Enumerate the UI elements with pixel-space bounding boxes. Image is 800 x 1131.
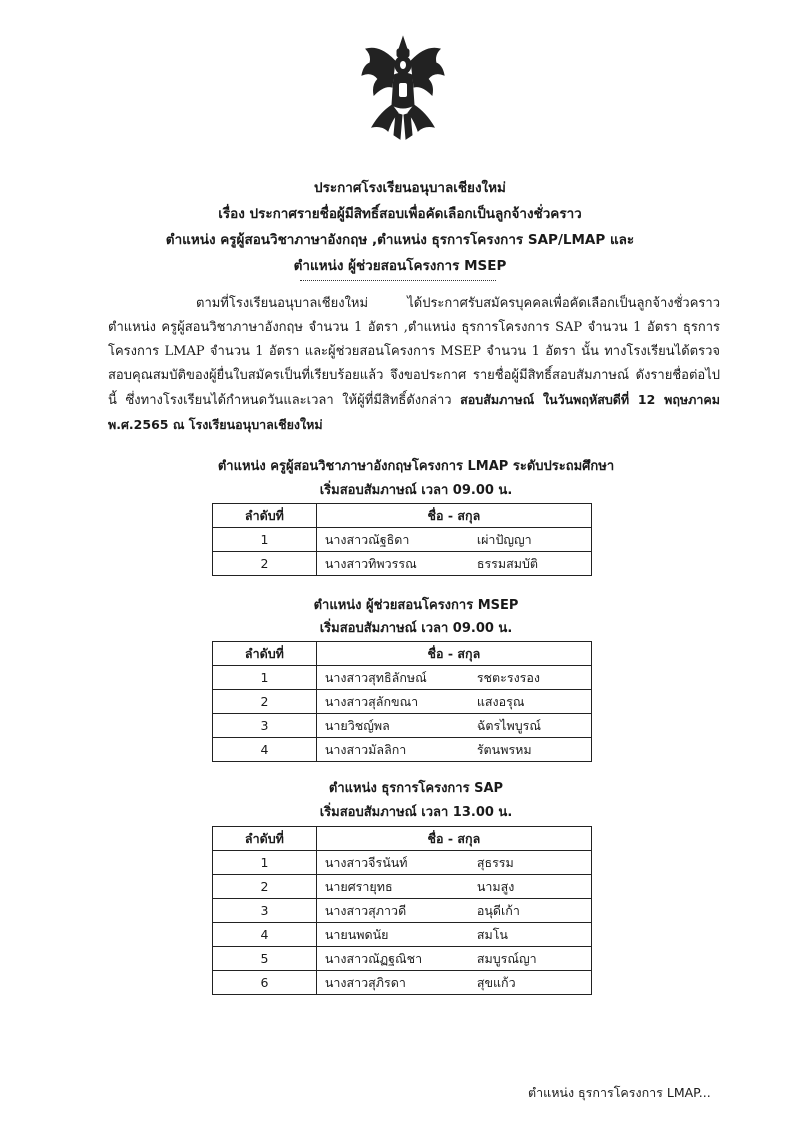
row-no: 1 xyxy=(213,528,317,552)
row-name xyxy=(316,714,591,738)
row-name xyxy=(316,851,591,875)
first-name: นางสาวจีรนันท์ xyxy=(324,854,408,870)
row-no: 6 xyxy=(213,971,317,995)
garuda-emblem-icon xyxy=(358,35,448,145)
row-name xyxy=(316,528,591,552)
row-no: 3 xyxy=(213,714,317,738)
row-name xyxy=(316,666,591,690)
header-positions-1: ตำแหน่ง ครูผู้สอนวิชาภาษาอังกฤษ ,ตำแหน่ง ธุรการโครงการ SAP/LMAP และ xyxy=(165,232,635,248)
row-no: 2 xyxy=(213,875,317,899)
document-header xyxy=(0,175,800,279)
table-row xyxy=(213,714,592,738)
section-2-table xyxy=(212,641,592,762)
last-name: สุขแก้ว xyxy=(476,974,516,990)
row-no: 5 xyxy=(213,947,317,971)
last-name: รชตะรงรอง xyxy=(476,669,540,685)
last-name: ฉัตรไพบูรณ์ xyxy=(476,717,541,733)
table-header-row xyxy=(213,504,592,528)
first-name: นางสาวณัฏฐณิชา xyxy=(324,950,423,966)
section-3-time: เริ่มสอบสัมภาษณ์ เวลา 13.00 น. xyxy=(319,805,513,820)
section-1-title: ตำแหน่ง ครูผู้สอนวิชาภาษาอังกฤษโครงการ LMAP ระดับประถมศึกษา xyxy=(217,459,615,474)
section-3-title: ตำแหน่ง ธุรการโครงการ SAP xyxy=(328,781,504,796)
first-name: นางสาวสุภาวดี xyxy=(324,902,407,918)
row-no: 1 xyxy=(213,851,317,875)
body-text: ตามที่โรงเรียนอนุบาลเชียงใหม่ ได้ประกาศรับสมัครบุคคลเพื่อคัดเลือกเป็นลูกจ้างชั่วคราว ตำแหน่ง ครูผู้สอนวิชาภาษาอังกฤษ จำนวน 1 อัตรา ,ตำแหน่ง ธุรการโครงการ SAP จำนวน 1 อัตรา ธุรการโครงการ LMAP จำนวน 1 อัตรา และผู้ช่วยสอนโครงการ MSEP จำนวน 1 อัตรา นั้น ทางโรงเรียนได้ตรวจสอบคุณสมบัติของผู้ยื่นใบสมัครเป็นที่เรียบร้อยแล้ว จึงขอประกาศ รายชื่อผู้มีสิทธิ์สอบสัมภาษณ์ ดังรายชื่อต่อไปนี้ ซึ่งทางโรงเรียนได้กำหนดวันและเวลา ให้ผู้ที่มีสิทธิ์ดังกล่าว xyxy=(108,296,720,408)
table-row xyxy=(213,851,592,875)
last-name: เผ่าปัญญา xyxy=(476,531,532,547)
row-no: 2 xyxy=(213,552,317,576)
row-no: 3 xyxy=(213,899,317,923)
row-no: 4 xyxy=(213,738,317,762)
header-no: ลำดับที่ xyxy=(213,642,317,666)
first-name: นางสาวสุทธิลักษณ์ xyxy=(324,669,427,685)
table-row xyxy=(213,666,592,690)
last-name: แสงอรุณ xyxy=(476,693,525,709)
header-name: ชื่อ - สกุล xyxy=(316,504,591,528)
table-header-row xyxy=(213,642,592,666)
table-row xyxy=(213,738,592,762)
first-name: นางสาวมัลลิกา xyxy=(324,741,407,757)
first-name: นายนพดนัย xyxy=(324,926,389,942)
table-row xyxy=(213,552,592,576)
header-no: ลำดับที่ xyxy=(213,504,317,528)
table-row xyxy=(213,875,592,899)
header-positions-2: ตำแหน่ง ผู้ช่วยสอนโครงการ MSEP xyxy=(293,258,507,274)
header-name: ชื่อ - สกุล xyxy=(316,827,591,851)
row-name xyxy=(316,552,591,576)
row-no: 1 xyxy=(213,666,317,690)
section-3-table xyxy=(212,826,592,995)
table-row xyxy=(213,971,592,995)
table-row xyxy=(213,947,592,971)
first-name: นางสาวสุลักขณา xyxy=(324,693,419,709)
last-name: สมบูรณ์ญา xyxy=(476,950,537,966)
row-name xyxy=(316,690,591,714)
row-name xyxy=(316,738,591,762)
row-no: 4 xyxy=(213,923,317,947)
row-name xyxy=(316,875,591,899)
table-header-row xyxy=(213,827,592,851)
last-name: สมโน xyxy=(476,926,508,942)
last-name: สุธรรม xyxy=(476,854,514,870)
continued-footer: ตำแหน่ง ธุรการโครงการ LMAP... xyxy=(528,1085,711,1100)
last-name: รัตนพรหม xyxy=(476,741,532,757)
section-1-time: เริ่มสอบสัมภาษณ์ เวลา 09.00 น. xyxy=(319,483,513,498)
last-name: นามสูง xyxy=(476,878,515,894)
body-paragraph xyxy=(108,292,720,438)
table-row xyxy=(213,528,592,552)
table-row xyxy=(213,923,592,947)
first-name: นางสาวณัฐธิดา xyxy=(324,531,410,547)
row-name xyxy=(316,947,591,971)
section-2-title: ตำแหน่ง ผู้ช่วยสอนโครงการ MSEP xyxy=(313,598,519,613)
table-row xyxy=(213,899,592,923)
first-name: นางสาวสุภิรดา xyxy=(324,974,406,990)
section-1-table xyxy=(212,503,592,576)
last-name: อนุดีเก้า xyxy=(476,902,520,918)
header-name: ชื่อ - สกุล xyxy=(316,642,591,666)
first-name: นางสาวทิพวรรณ xyxy=(324,555,417,571)
dotted-divider xyxy=(300,280,496,281)
first-name: นายศรายุทธ xyxy=(324,878,393,894)
row-no: 2 xyxy=(213,690,317,714)
row-name xyxy=(316,899,591,923)
last-name: ธรรมสมบัติ xyxy=(476,555,539,571)
body-emphasis: สอบสัมภาษณ์ ในวันพฤหัสบดีที่ 12 พฤษภาคม พ.ศ.2565 ณ โรงเรียนอนุบาลเชียงใหม่ xyxy=(108,392,720,432)
row-name xyxy=(316,923,591,947)
first-name: นายวิชญ์พล xyxy=(324,717,390,733)
row-name xyxy=(316,971,591,995)
header-no: ลำดับที่ xyxy=(213,827,317,851)
section-2-time: เริ่มสอบสัมภาษณ์ เวลา 09.00 น. xyxy=(319,621,513,636)
header-title: ประกาศโรงเรียนอนุบาลเชียงใหม่ xyxy=(314,180,506,196)
table-row xyxy=(213,690,592,714)
header-subject: เรื่อง ประกาศรายชื่อผู้มีสิทธิ์สอบเพื่อคัดเลือกเป็นลูกจ้างชั่วคราว xyxy=(218,206,582,222)
